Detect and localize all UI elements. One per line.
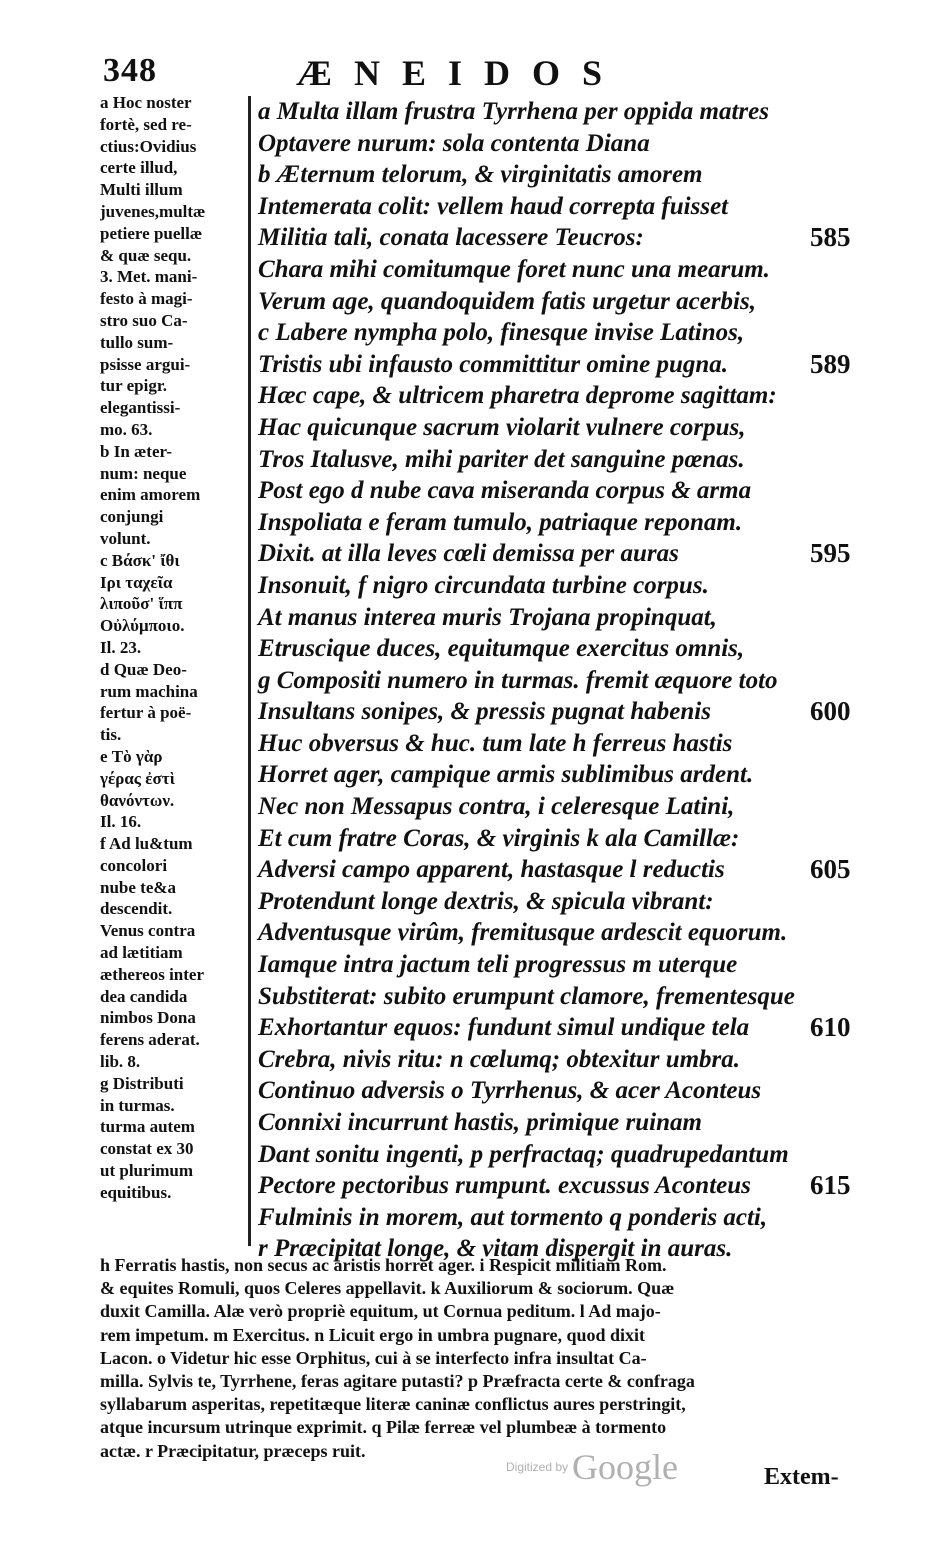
verse-line xyxy=(258,665,878,697)
verse-line xyxy=(258,1170,878,1202)
side-note-line: num: neque xyxy=(100,463,187,483)
column-divider xyxy=(248,96,251,1246)
side-note-line: nube te&a xyxy=(100,877,177,897)
side-note-line: festo à magi- xyxy=(100,289,193,309)
verse-line xyxy=(258,1044,878,1076)
verse-line xyxy=(258,380,878,412)
running-title: ÆNEIDOS xyxy=(296,53,625,93)
verse-text: Substiterat: subito erumpunt clamore, frementesque xyxy=(258,982,795,1010)
side-note-line: lib. 8. xyxy=(100,1052,141,1072)
side-note-line: nimbos Dona xyxy=(100,1008,196,1028)
verse-line xyxy=(258,317,878,349)
side-note-line: Il. 23. xyxy=(100,637,142,657)
side-note-line: Ιρι ταχεῖα xyxy=(100,572,173,592)
verse-text: Verum age, quandoquidem fatis urgetur acerbis, xyxy=(258,287,756,315)
side-note-line: elegantissi- xyxy=(100,398,181,418)
verse-line xyxy=(258,96,878,128)
verse-text: Tros Italusve, mihi pariter det sanguine pœnas. xyxy=(258,445,745,473)
verse-text: Hac quicunque sacrum violarit vulnere corpus, xyxy=(258,413,746,441)
side-note-line: ad lætitiam xyxy=(100,943,183,963)
line-number: 585 xyxy=(810,222,851,253)
verse-line xyxy=(258,444,878,476)
verse-text: Continuo adversis o Tyrrhenus, & acer Aconteus xyxy=(258,1077,762,1105)
side-note-line: conjungi xyxy=(100,507,164,527)
verse-line xyxy=(258,854,878,886)
line-number: 605 xyxy=(810,854,851,885)
verse-text: At manus interea muris Trojana propinquat, xyxy=(258,603,717,631)
side-note-line: 3. Met. mani- xyxy=(100,267,198,287)
verse-text: Connixi incurrunt hastis, primique ruinam xyxy=(258,1109,702,1136)
verse-line xyxy=(258,696,878,728)
verse-line xyxy=(258,728,878,760)
side-note-line: ctius:Ovidius xyxy=(100,136,197,156)
verse-text: Adversi campo apparent, hastasque l reductis xyxy=(258,856,725,884)
verse-line xyxy=(258,412,878,444)
watermark-small-text: Digitized by xyxy=(506,1460,569,1474)
verse-text: b Æternum telorum, & virginitatis amorem xyxy=(258,161,703,189)
verse-text: Insonuit, f nigro circundata turbine corpus. xyxy=(258,571,709,599)
verse-text: Huc obversus & huc. tum late h ferreus hastis xyxy=(258,729,733,757)
verse-text: Chara mihi comitumque foret nunc una mearum. xyxy=(258,255,770,283)
side-note-line: Venus contra xyxy=(100,921,196,941)
side-note-line: & quæ sequ. xyxy=(100,245,192,265)
verse-text: r Præcipitat longe, & vitam dispergit in auras. xyxy=(258,1235,733,1263)
footnote-line: duxit Camilla. Alæ verò propriè equitum, ut Cornua peditum. l Ad majo- xyxy=(100,1301,661,1322)
footnote-line: h Ferratis hastis, non secus ac aristis horret ager. i Respicit militiam Rom. xyxy=(100,1255,667,1275)
side-note-line: θανόντων. xyxy=(100,790,175,810)
verse-text: Horret ager, campique armis sublimibus ardent. xyxy=(258,761,754,789)
side-note-line: volunt. xyxy=(100,528,151,548)
side-note-line: juvenes,multæ xyxy=(100,201,206,221)
verse-line xyxy=(258,1107,878,1139)
verse-line xyxy=(258,823,878,855)
verse-text: Inspoliata e feram tumulo, patriaque reponam. xyxy=(258,508,743,536)
side-note-line: equitibus. xyxy=(100,1182,172,1202)
verse-line xyxy=(258,191,878,223)
verse-line xyxy=(258,633,878,665)
verse-text: Iamque intra jactum teli progressus m uterque xyxy=(258,951,738,979)
footnote-line: syllabarum asperitas, repetitæque literæ caninæ conflictus aures perstringit, xyxy=(100,1394,686,1415)
verse-line xyxy=(258,286,878,318)
verse-line xyxy=(258,791,878,823)
verse-line xyxy=(258,981,878,1013)
side-note-line: λιποῦσ' ἵππ xyxy=(100,594,183,614)
verse-line xyxy=(258,128,878,160)
side-note-line: tur epigr. xyxy=(100,376,168,396)
side-note-line: stro suo Ca- xyxy=(100,310,188,330)
verse-text: c Labere nympha polo, finesque invise Latinos, xyxy=(258,319,745,347)
side-note-line: tullo sum- xyxy=(100,332,174,352)
verse-text: Et cum fratre Coras, & virginis k ala Camillæ: xyxy=(258,824,740,852)
verse-line xyxy=(258,349,878,381)
side-note-line: descendit. xyxy=(100,899,173,919)
verse-line xyxy=(258,759,878,791)
side-note-line: fortè, sed re- xyxy=(100,114,192,134)
verse-text: Insultans sonipes, & pressis pugnat habenis xyxy=(258,698,711,726)
catchword: Extem- xyxy=(764,1464,839,1490)
footnote-line: actæ. r Præcipitatur, præceps ruit. xyxy=(100,1440,366,1461)
side-note-line: b In æter- xyxy=(100,441,173,461)
side-note-line: Οὐλύμποιο. xyxy=(100,616,185,636)
verse-line xyxy=(258,507,878,539)
verse-column xyxy=(258,96,878,1265)
line-number: 610 xyxy=(810,1012,851,1043)
footnotes xyxy=(100,1254,870,1463)
line-number: 600 xyxy=(810,696,851,727)
verse-line xyxy=(258,917,878,949)
side-note-line: æthereos inter xyxy=(100,964,205,984)
side-note-line: concolori xyxy=(100,855,168,875)
verse-text: Crebra, nivis ritu: n cœlumq; obtexitur umbra. xyxy=(258,1045,741,1073)
verse-text: Etruscique duces, equitumque exercitus omnis, xyxy=(258,635,745,663)
side-note-line: tis. xyxy=(100,725,122,745)
side-note-line: γέρας ἐστὶ xyxy=(100,768,175,788)
side-note-line: petiere puellæ xyxy=(100,223,203,243)
page-header xyxy=(0,52,932,92)
verse-text: Nec non Messapus contra, i celeresque Latini, xyxy=(258,793,735,821)
footnote-line: milla. Sylvis te, Tyrrhene, feras agitare putasti? p Præfracta certe & confraga xyxy=(100,1370,695,1391)
side-note-line: Multi illum xyxy=(100,180,183,200)
line-number: 589 xyxy=(810,348,851,379)
side-note-line: constat ex 30 xyxy=(100,1139,194,1159)
verse-text: Hæc cape, & ultricem pharetra deprome sagittam: xyxy=(258,382,777,410)
line-number: 595 xyxy=(810,538,851,569)
side-note-line: ferens aderat. xyxy=(100,1030,200,1050)
side-note-line: dea candida xyxy=(100,986,188,1006)
side-note-line: certe illud, xyxy=(100,158,178,178)
verse-line xyxy=(258,538,878,570)
watermark-logo-text: Google xyxy=(572,1447,679,1487)
verse-text: Tristis ubi infausto committitur omine pugna. xyxy=(258,350,729,378)
verse-line xyxy=(258,1139,878,1171)
line-number: 615 xyxy=(810,1170,851,1201)
side-note-line: turma autem xyxy=(100,1117,195,1137)
side-note-line: psisse argui- xyxy=(100,354,191,374)
verse-text: Optavere nurum: sola contenta Diana xyxy=(258,129,650,157)
verse-text: Fulminis in morem, aut tormento q ponderis acti, xyxy=(258,1203,768,1231)
side-note-line: ut plurimum xyxy=(100,1161,194,1181)
verse-text: Dant sonitu ingenti, p perfractaq; quadrupedantum xyxy=(258,1140,789,1168)
verse-text: Post ego d nube cava miseranda corpus & arma xyxy=(258,477,752,505)
verse-line xyxy=(258,886,878,918)
footnote-line: Lacon. o Videtur hic esse Orphitus, cui à se interfecto infra insultat Ca- xyxy=(100,1347,647,1368)
verse-text: Protendunt longe dextris, & spicula vibrant: xyxy=(258,887,714,915)
verse-line xyxy=(258,570,878,602)
footnote-line: & equites Romuli, quos Celeres appellavit. k Auxiliorum & sociorum. Quæ xyxy=(100,1278,675,1299)
verse-line xyxy=(258,1075,878,1107)
verse-line xyxy=(258,602,878,634)
side-note-line: rum machina xyxy=(100,681,198,701)
verse-text: Pectore pectoribus rumpunt. excussus Aconteus xyxy=(258,1172,751,1200)
side-note-line: enim amorem xyxy=(100,485,201,505)
side-note-line: fertur à poë- xyxy=(100,703,192,723)
verse-text: Intemerata colit: vellem haud correpta fuisset xyxy=(258,192,729,220)
marginal-notes xyxy=(100,92,244,1204)
side-note-line: e Τὸ γὰρ xyxy=(100,746,163,766)
footnote-line: rem impetum. m Exercitus. n Licuit ergo in umbra pugnare, quod dixit xyxy=(100,1324,646,1345)
verse-line xyxy=(258,949,878,981)
digitized-by-google-watermark xyxy=(506,1446,678,1488)
side-note-line: c Βάσκ' ἴθι xyxy=(100,550,180,570)
verse-text: Dixit. at illa leves cœli demissa per auras xyxy=(258,540,679,568)
verse-line xyxy=(258,475,878,507)
verse-line xyxy=(258,1012,878,1044)
verse-text: a Multa illam frustra Tyrrhena per oppida matres xyxy=(258,98,769,125)
verse-line xyxy=(258,254,878,286)
footnote-line: atque incursum utrinque exprimit. q Pilæ ferreæ vel plumbeæ à tormento xyxy=(100,1417,667,1438)
verse-text: Militia tali, conata lacessere Teucros: xyxy=(258,224,644,252)
side-note-line: in turmas. xyxy=(100,1095,175,1115)
verse-line xyxy=(258,222,878,254)
side-note-line: mo. 63. xyxy=(100,419,153,439)
page-number: 348 xyxy=(103,52,157,89)
verse-text: Exhortantur equos: fundunt simul undique tela xyxy=(258,1014,750,1042)
side-note-line: f Ad lu&tum xyxy=(100,834,193,854)
verse-text: g Compositi numero in turmas. fremit æquore toto xyxy=(258,666,778,694)
verse-line xyxy=(258,1202,878,1234)
verse-line xyxy=(258,159,878,191)
side-note-line: Il. 16. xyxy=(100,812,142,832)
side-note-line: g Distributi xyxy=(100,1073,184,1093)
side-note-line: a Hoc noster xyxy=(100,93,192,112)
verse-text: Adventusque virûm, fremitusque ardescit equorum. xyxy=(258,919,788,947)
side-note-line: d Quæ Deo- xyxy=(100,659,187,679)
